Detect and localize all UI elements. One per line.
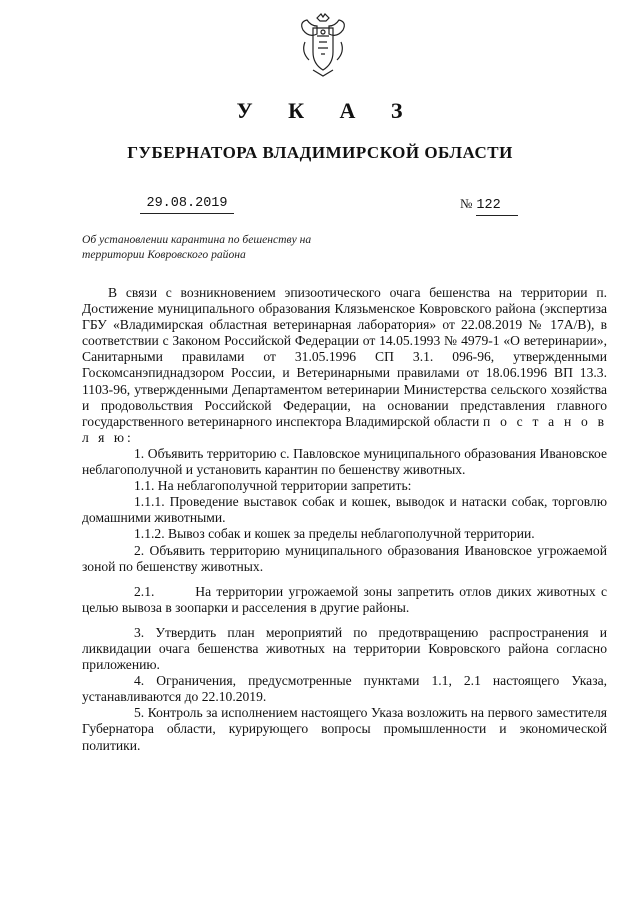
document-subject: Об установлении карантина по бешенству на территории Ковровского района bbox=[82, 233, 312, 261]
document-subtitle: ГУБЕРНАТОРА ВЛАДИМИРСКОЙ ОБЛАСТИ bbox=[127, 143, 513, 162]
document-date: 29.08.2019 bbox=[140, 196, 234, 214]
list-item bbox=[82, 446, 607, 478]
list-item bbox=[82, 494, 607, 526]
list-item bbox=[82, 705, 607, 753]
coat-of-arms-icon bbox=[295, 12, 351, 78]
document-title: У К А З bbox=[236, 98, 418, 123]
item-text: Контроль за исполнением настоящего Указа возложить на первого заместителя Губернатора области, курирующего вопросы промышленности и экономической политики. bbox=[82, 705, 607, 753]
item-number: 3. bbox=[134, 624, 145, 640]
list-item bbox=[82, 673, 607, 705]
list-item bbox=[82, 478, 607, 494]
item-text: Проведение выставок собак и кошек, выводок и натаски собак, торговлю домашними животными. bbox=[82, 494, 607, 526]
item-number: 2. bbox=[134, 542, 145, 558]
item-text: Утвердить план мероприятий по предотвращению распространения и ликвидации очага бешенства животных на территории Ковровского района согласно приложению. bbox=[82, 624, 607, 673]
list-item bbox=[82, 625, 607, 673]
item-text: Объявить территорию с. Павловское муниципального образования Ивановское неблагополучной и установить карантин по бешенству животных. bbox=[82, 445, 607, 478]
item-text: Объявить территорию муниципального образования Ивановское угрожаемой зоной по бешенству животных. bbox=[82, 542, 607, 574]
item-number: 1. bbox=[134, 445, 145, 461]
number-value: 122 bbox=[476, 198, 518, 216]
preamble-text: В связи с возникновением эпизоотического очага бешенства на территории п. Достижение муниципального образования Клязьменское Ковровского района (экспертиза ГБУ «Владимирская областная ветеринарная лаборатория» от 22.08.2019 № 17А/В), в соответствии с Законом Российской Федерации от 14.05.1993 № 4979-1 «О ветеринарии», Санитарными правилами от 31.05.1996 СП 3.1. 096-96, утвержденными Госкомсанэпиднадзором России, и Ветеринарными правилами от 18.06.1996 ВП 13.3. 1103-96, утвержденными Департаментом ветеринарии Министерства сельского хозяйства и продовольствия Российской Федерации, на основании представления главного государственного ветеринарного инспектора Владимирской области bbox=[82, 285, 607, 429]
item-text: Вывоз собак и кошек за пределы неблагополучной территории. bbox=[168, 526, 535, 542]
item-text: На неблагополучной территории запретить: bbox=[157, 478, 412, 494]
list-item bbox=[82, 543, 607, 575]
item-number: 1.1.1. bbox=[134, 494, 165, 510]
document-number bbox=[460, 196, 518, 216]
item-number: 4. bbox=[134, 673, 145, 689]
list-item bbox=[82, 526, 607, 542]
item-number: 1.1.2. bbox=[134, 526, 165, 542]
list-item bbox=[82, 584, 607, 616]
preamble bbox=[82, 285, 607, 446]
decree-word: п о с т а н о в л я ю: bbox=[82, 413, 608, 445]
item-number: 5. bbox=[134, 705, 145, 721]
number-label: № bbox=[460, 196, 473, 211]
item-number: 1.1. bbox=[134, 478, 155, 494]
item-text: На территории угрожаемой зоны запретить отлов диких животных с целью вывоза в зоопарки и расселения в другие районы. bbox=[82, 583, 607, 615]
document-body bbox=[82, 285, 607, 754]
item-text: Ограничения, предусмотренные пунктами 1.1, 2.1 настоящего Указа, устанавливаются до 22.10.2019. bbox=[82, 673, 608, 705]
item-number: 2.1. bbox=[134, 583, 155, 599]
